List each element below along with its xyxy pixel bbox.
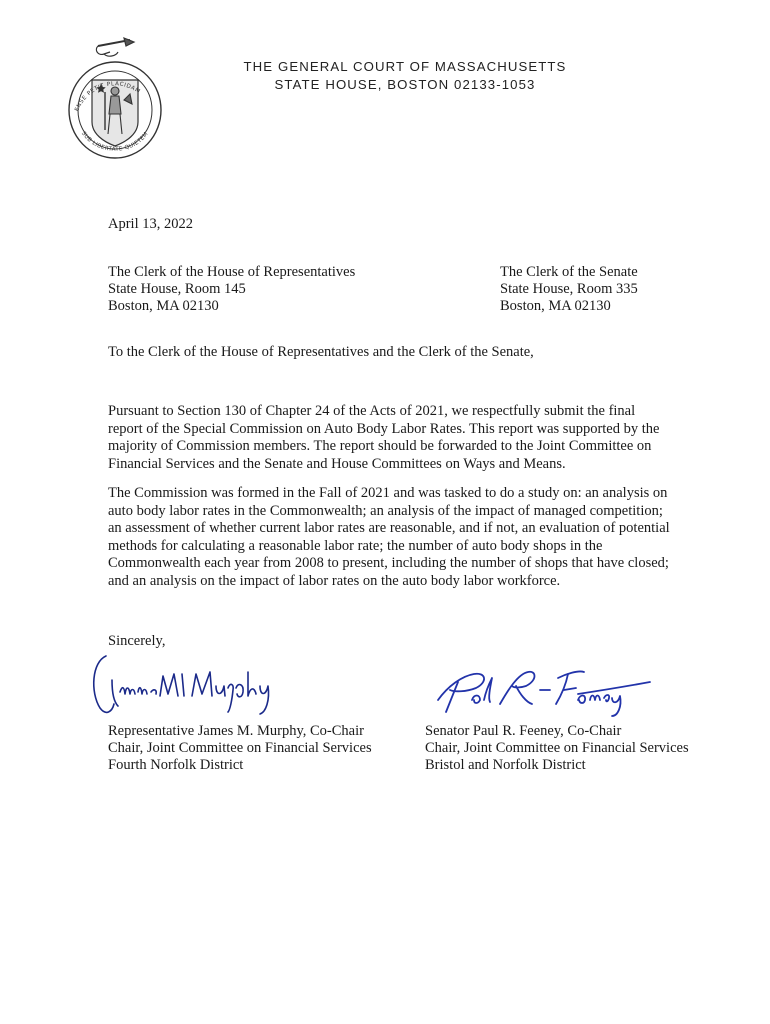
paragraph-line: Commonwealth each year from 2008 to present, including the number of shops that have closed;: [108, 555, 669, 572]
paragraph-line: report of the Special Commission on Auto Body Labor Rates. This report was supported by the: [108, 420, 660, 437]
letterhead: [190, 58, 620, 94]
paragraph-line: auto body labor rates in the Commonwealth; an analysis of the impact of managed competition;: [108, 502, 663, 519]
signature-murphy: [88, 652, 298, 720]
signatory-name: Senator Paul R. Feeney, Co-Chair: [425, 723, 622, 739]
address-line: The Clerk of the Senate: [500, 264, 638, 280]
signatory-title: Chair, Joint Committee on Financial Services: [425, 740, 689, 756]
signatory-name: Representative James M. Murphy, Co-Chair: [108, 723, 364, 739]
address-line: State House, Room 335: [500, 281, 638, 297]
paragraph-line: methods for calculating a reasonable labor rate; the number of auto body shops in the: [108, 537, 603, 554]
massachusetts-seal-icon: [60, 34, 170, 162]
address-line: State House, Room 145: [108, 281, 246, 297]
signatory-feeney: [425, 723, 689, 774]
signatory-murphy: [108, 723, 372, 774]
signatory-district: Bristol and Norfolk District: [425, 757, 586, 773]
paragraph-line: an assessment of whether current labor rates are reasonable, and if not, an evaluation of potential: [108, 520, 670, 537]
paragraph-line: The Commission was formed in the Fall of 2021 and was tasked to do a study on: an analysis on: [108, 485, 668, 501]
paragraph-line: majority of Commission members. The report should be forwarded to the Joint Committee on: [108, 438, 652, 455]
body-paragraph-1: [108, 403, 668, 473]
paragraph-line: Financial Services and the Senate and House Committees on Ways and Means.: [108, 455, 566, 472]
signatory-district: Fourth Norfolk District: [108, 757, 244, 773]
paragraph-line: Pursuant to Section 130 of Chapter 24 of the Acts of 2021, we respectfully submit the final: [108, 403, 636, 419]
letter-date: April 13, 2022: [108, 216, 193, 232]
letterhead-line-1: THE GENERAL COURT OF MASSACHUSETTS: [243, 59, 567, 74]
body-paragraph-2: [108, 485, 668, 591]
seal-motto-bottom: SUB LIBERTATE QUIETEM: [79, 130, 150, 153]
seal-motto-top: ENSE PETIT PLACIDAM: [74, 81, 142, 113]
address-line: The Clerk of the House of Representatives: [108, 264, 356, 280]
paragraph-line: and an analysis on the impact of labor rates on the auto body labor workforce.: [108, 572, 561, 589]
recipient-address-house: [108, 264, 355, 315]
letterhead-line-2: STATE HOUSE, BOSTON 02133-1053: [274, 77, 536, 92]
signature-feeney: [428, 660, 658, 718]
signatory-title: Chair, Joint Committee on Financial Services: [108, 740, 372, 756]
salutation: To the Clerk of the House of Representatives and the Clerk of the Senate,: [108, 344, 534, 360]
closing: Sincerely,: [108, 633, 166, 649]
address-line: Boston, MA 02130: [108, 298, 219, 314]
recipient-address-senate: [500, 264, 638, 315]
address-line: Boston, MA 02130: [500, 298, 611, 314]
